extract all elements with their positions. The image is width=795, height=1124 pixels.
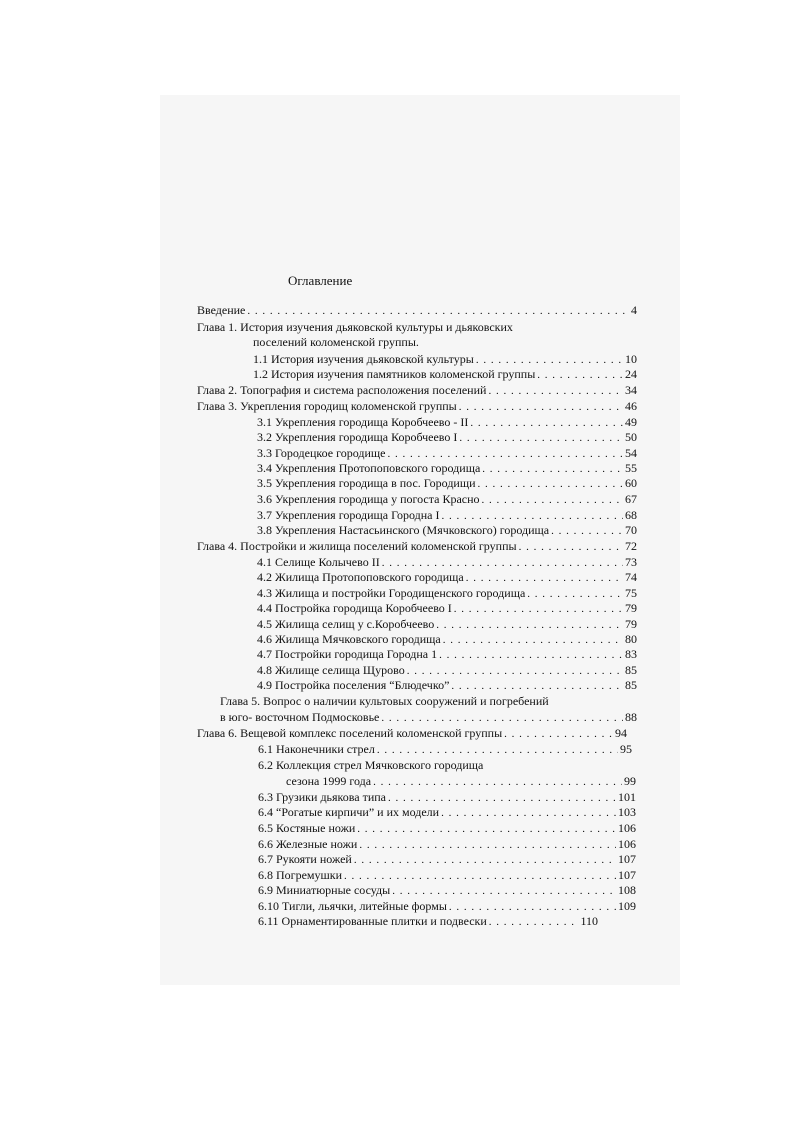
dot-leader (451, 678, 623, 694)
dot-leader (537, 367, 623, 383)
toc-entry (257, 646, 637, 662)
toc-chapter-heading (197, 319, 513, 335)
toc-entry-page: 108 (618, 883, 636, 897)
toc-entry-text: 4.3 Жилища и постройки Городищенского городища (257, 586, 526, 600)
toc-entry (258, 804, 636, 820)
toc-entry-page: 24 (625, 367, 637, 381)
toc-entry-text: 3.5 Укрепления городища в пос. Городищи (257, 476, 476, 490)
toc-entry-text: в юго- восточном Подмосковье (220, 710, 380, 724)
toc-entry-page: 99 (624, 774, 636, 788)
toc-entry (257, 414, 637, 430)
toc-entry-page: 55 (625, 461, 637, 475)
toc-entry (258, 836, 636, 852)
toc-entry (257, 460, 637, 476)
toc-entry (258, 789, 636, 805)
dot-leader (551, 523, 623, 539)
toc-entry-page: 79 (625, 617, 637, 631)
toc-entry-page: 85 (625, 678, 637, 692)
toc-entry-text: Введение (197, 303, 246, 317)
toc-entry (258, 882, 636, 898)
toc-entry-text: 6.5 Костяные ножи (258, 821, 356, 835)
dot-leader (441, 805, 616, 821)
toc-entry-text: 3.2 Укрепления городища Коробчеево I (257, 430, 458, 444)
toc-entry-text: 6.7 Рукояти ножей (258, 852, 352, 866)
toc-entry (258, 867, 636, 883)
toc-entry (197, 382, 637, 398)
toc-entry-page: 79 (625, 601, 637, 615)
toc-entry-text: 6.8 Погремушки (258, 868, 342, 882)
toc-entry (286, 773, 636, 789)
toc-entry (257, 429, 637, 445)
toc-entry (257, 677, 637, 693)
toc-entry (197, 398, 637, 414)
toc-entry-text: 4.2 Жилища Протопоповского городища (257, 570, 464, 584)
toc-chapter-heading-continued (253, 334, 419, 350)
toc-entry-page: 110 (580, 914, 598, 928)
toc-entry-text: 3.4 Укрепления Протопоповского городища (257, 461, 481, 475)
toc-entry-text: 6.11 Орнаментированные плитки и подвески (258, 914, 487, 928)
dot-leader (454, 601, 623, 617)
toc-entry (197, 538, 637, 554)
dot-leader (488, 383, 623, 399)
toc-entry-page: 88 (625, 710, 637, 724)
toc-entry-text: 6.1 Наконечники стрел (258, 742, 375, 756)
toc-entry (253, 366, 637, 382)
toc-entry-page: 83 (625, 647, 637, 661)
toc-entry-text: 4.8 Жилище селища Щурово (257, 663, 405, 677)
toc-entry (257, 507, 637, 523)
toc-entry-heading (258, 757, 483, 773)
toc-entry (257, 631, 637, 647)
toc-entry-text: 4.5 Жилища селищ у с.Коробчеево (257, 617, 435, 631)
dot-leader (357, 821, 616, 837)
toc-entry-page: 49 (625, 415, 637, 429)
toc-entry-text: 4.9 Постройка поселения “Блюдечко” (257, 678, 450, 692)
toc-entry-text: 6.3 Грузики дьякова типа (258, 790, 387, 804)
toc-entry-text: Глава 3. Укрепления городищ коломенской группы (197, 399, 457, 413)
toc-entry-page: 103 (618, 805, 636, 819)
toc-entry-page: 74 (625, 570, 637, 584)
toc-entry-page: 67 (625, 492, 637, 506)
dot-leader (504, 726, 613, 742)
toc-entry-text: 1.2 История изучения памятников коломенской группы (253, 367, 536, 381)
toc-entry-text: Глава 5. Вопрос о наличии культовых сооружений и погребений (220, 694, 549, 708)
dot-leader (247, 303, 629, 319)
toc-entry-page: 54 (625, 446, 637, 460)
toc-entry-text: сезона 1999 года (286, 774, 372, 788)
toc-entry-page: 68 (625, 508, 637, 522)
toc-entry (258, 741, 632, 757)
toc-entry-page: 73 (625, 555, 637, 569)
toc-entry (257, 475, 637, 491)
dot-leader (482, 492, 623, 508)
toc-entry-page: 80 (625, 632, 637, 646)
toc-entry-page: 72 (625, 539, 637, 553)
toc-entry-page: 106 (618, 837, 636, 851)
toc-entry-page: 70 (625, 523, 637, 537)
toc-entry-page: 46 (625, 399, 637, 413)
toc-entry-text: 6.4 “Рогатые кирпичи” и их модели (258, 805, 440, 819)
toc-entry-text: 4.4 Постройка городища Коробчеево I (257, 601, 452, 615)
toc-entry (257, 491, 637, 507)
toc-entry-page: 107 (618, 868, 636, 882)
toc-entry-text: 3.6 Укрепления городища у погоста Красно (257, 492, 480, 506)
toc-entry-text: Глава 2. Топография и система расположения поселений (197, 383, 487, 397)
toc-entry-page: 4 (631, 303, 637, 317)
toc-entry (197, 302, 637, 318)
toc-entry (257, 600, 637, 616)
toc-entry-text: 4.1 Селище Колычево II (257, 555, 380, 569)
toc-entry-page: 60 (625, 476, 637, 490)
toc-entry-page: 109 (618, 899, 636, 913)
toc-entry-text: 3.7 Укрепления городища Городна I (257, 508, 440, 522)
dot-leader (392, 883, 616, 899)
toc-entry (258, 913, 598, 929)
dot-leader (381, 710, 623, 726)
dot-leader (489, 914, 579, 930)
dot-leader (439, 647, 623, 663)
toc-entry-text: 6.6 Железные ножи (258, 837, 358, 851)
toc-entry-text: 6.2 Коллекция стрел Мячковского городища (258, 758, 484, 772)
toc-entry (220, 709, 637, 725)
toc-entry (257, 554, 637, 570)
toc-entry-text: Глава 6. Вещевой комплекс поселений коломенской группы (197, 726, 503, 740)
dot-leader (519, 539, 623, 555)
toc-entry (257, 585, 637, 601)
toc-entry-page: 106 (618, 821, 636, 835)
page-title: Оглавление (288, 273, 353, 288)
toc-entry (258, 898, 636, 914)
toc-entry-page: 50 (625, 430, 637, 444)
toc-chapter-heading (220, 693, 549, 709)
toc-entry (258, 820, 636, 836)
toc-entry-text: Глава 4. Постройки и жилища поселений коломенской группы (197, 539, 517, 553)
dot-leader (466, 570, 623, 586)
toc-entry-page: 107 (618, 852, 636, 866)
toc-entry-text: 6.10 Тигли, льячки, литейные формы (258, 899, 447, 913)
dot-leader (354, 852, 616, 868)
toc-entry-text: 3.3 Городецкое городище (257, 446, 386, 460)
toc-entry-text: 3.8 Укрепления Настасьинского (Мячковского) городища (257, 523, 550, 537)
toc-entry-page: 85 (625, 663, 637, 677)
toc-entry-page: 95 (620, 742, 632, 756)
toc-entry (253, 351, 637, 367)
toc-entry-text: 3.1 Укрепления городища Коробчеево - II (257, 415, 469, 429)
toc-entry (257, 445, 637, 461)
dot-leader (478, 476, 623, 492)
toc-entry (257, 522, 637, 538)
toc-entry-text: 6.9 Миниатюрные сосуды (258, 883, 391, 897)
toc-entry-text: 4.6 Жилища Мячковского городища (257, 632, 441, 646)
toc-entry (197, 725, 627, 741)
toc-entry-text: поселений коломенской группы. (253, 335, 419, 349)
toc-entry-page: 10 (625, 352, 637, 366)
toc-entry-text: 4.7 Постройки городища Городна 1 (257, 647, 438, 661)
dot-leader (459, 430, 623, 446)
toc-entry-page: 75 (625, 586, 637, 600)
toc-entry-page: 34 (625, 383, 637, 397)
dot-leader (373, 774, 622, 790)
toc-entry (257, 662, 637, 678)
toc-entry (258, 851, 636, 867)
dot-leader (459, 399, 623, 415)
dot-leader (377, 742, 618, 758)
toc-entry (257, 569, 637, 585)
toc-entry-page: 101 (618, 790, 636, 804)
toc-entry-text: Глава 1. История изучения дьяковской культуры и дьяковских (197, 320, 513, 334)
toc-entry (257, 616, 637, 632)
toc-entry-page: 94 (615, 726, 627, 740)
toc-entry-text: 1.1 История изучения дьяковской культуры (253, 352, 474, 366)
